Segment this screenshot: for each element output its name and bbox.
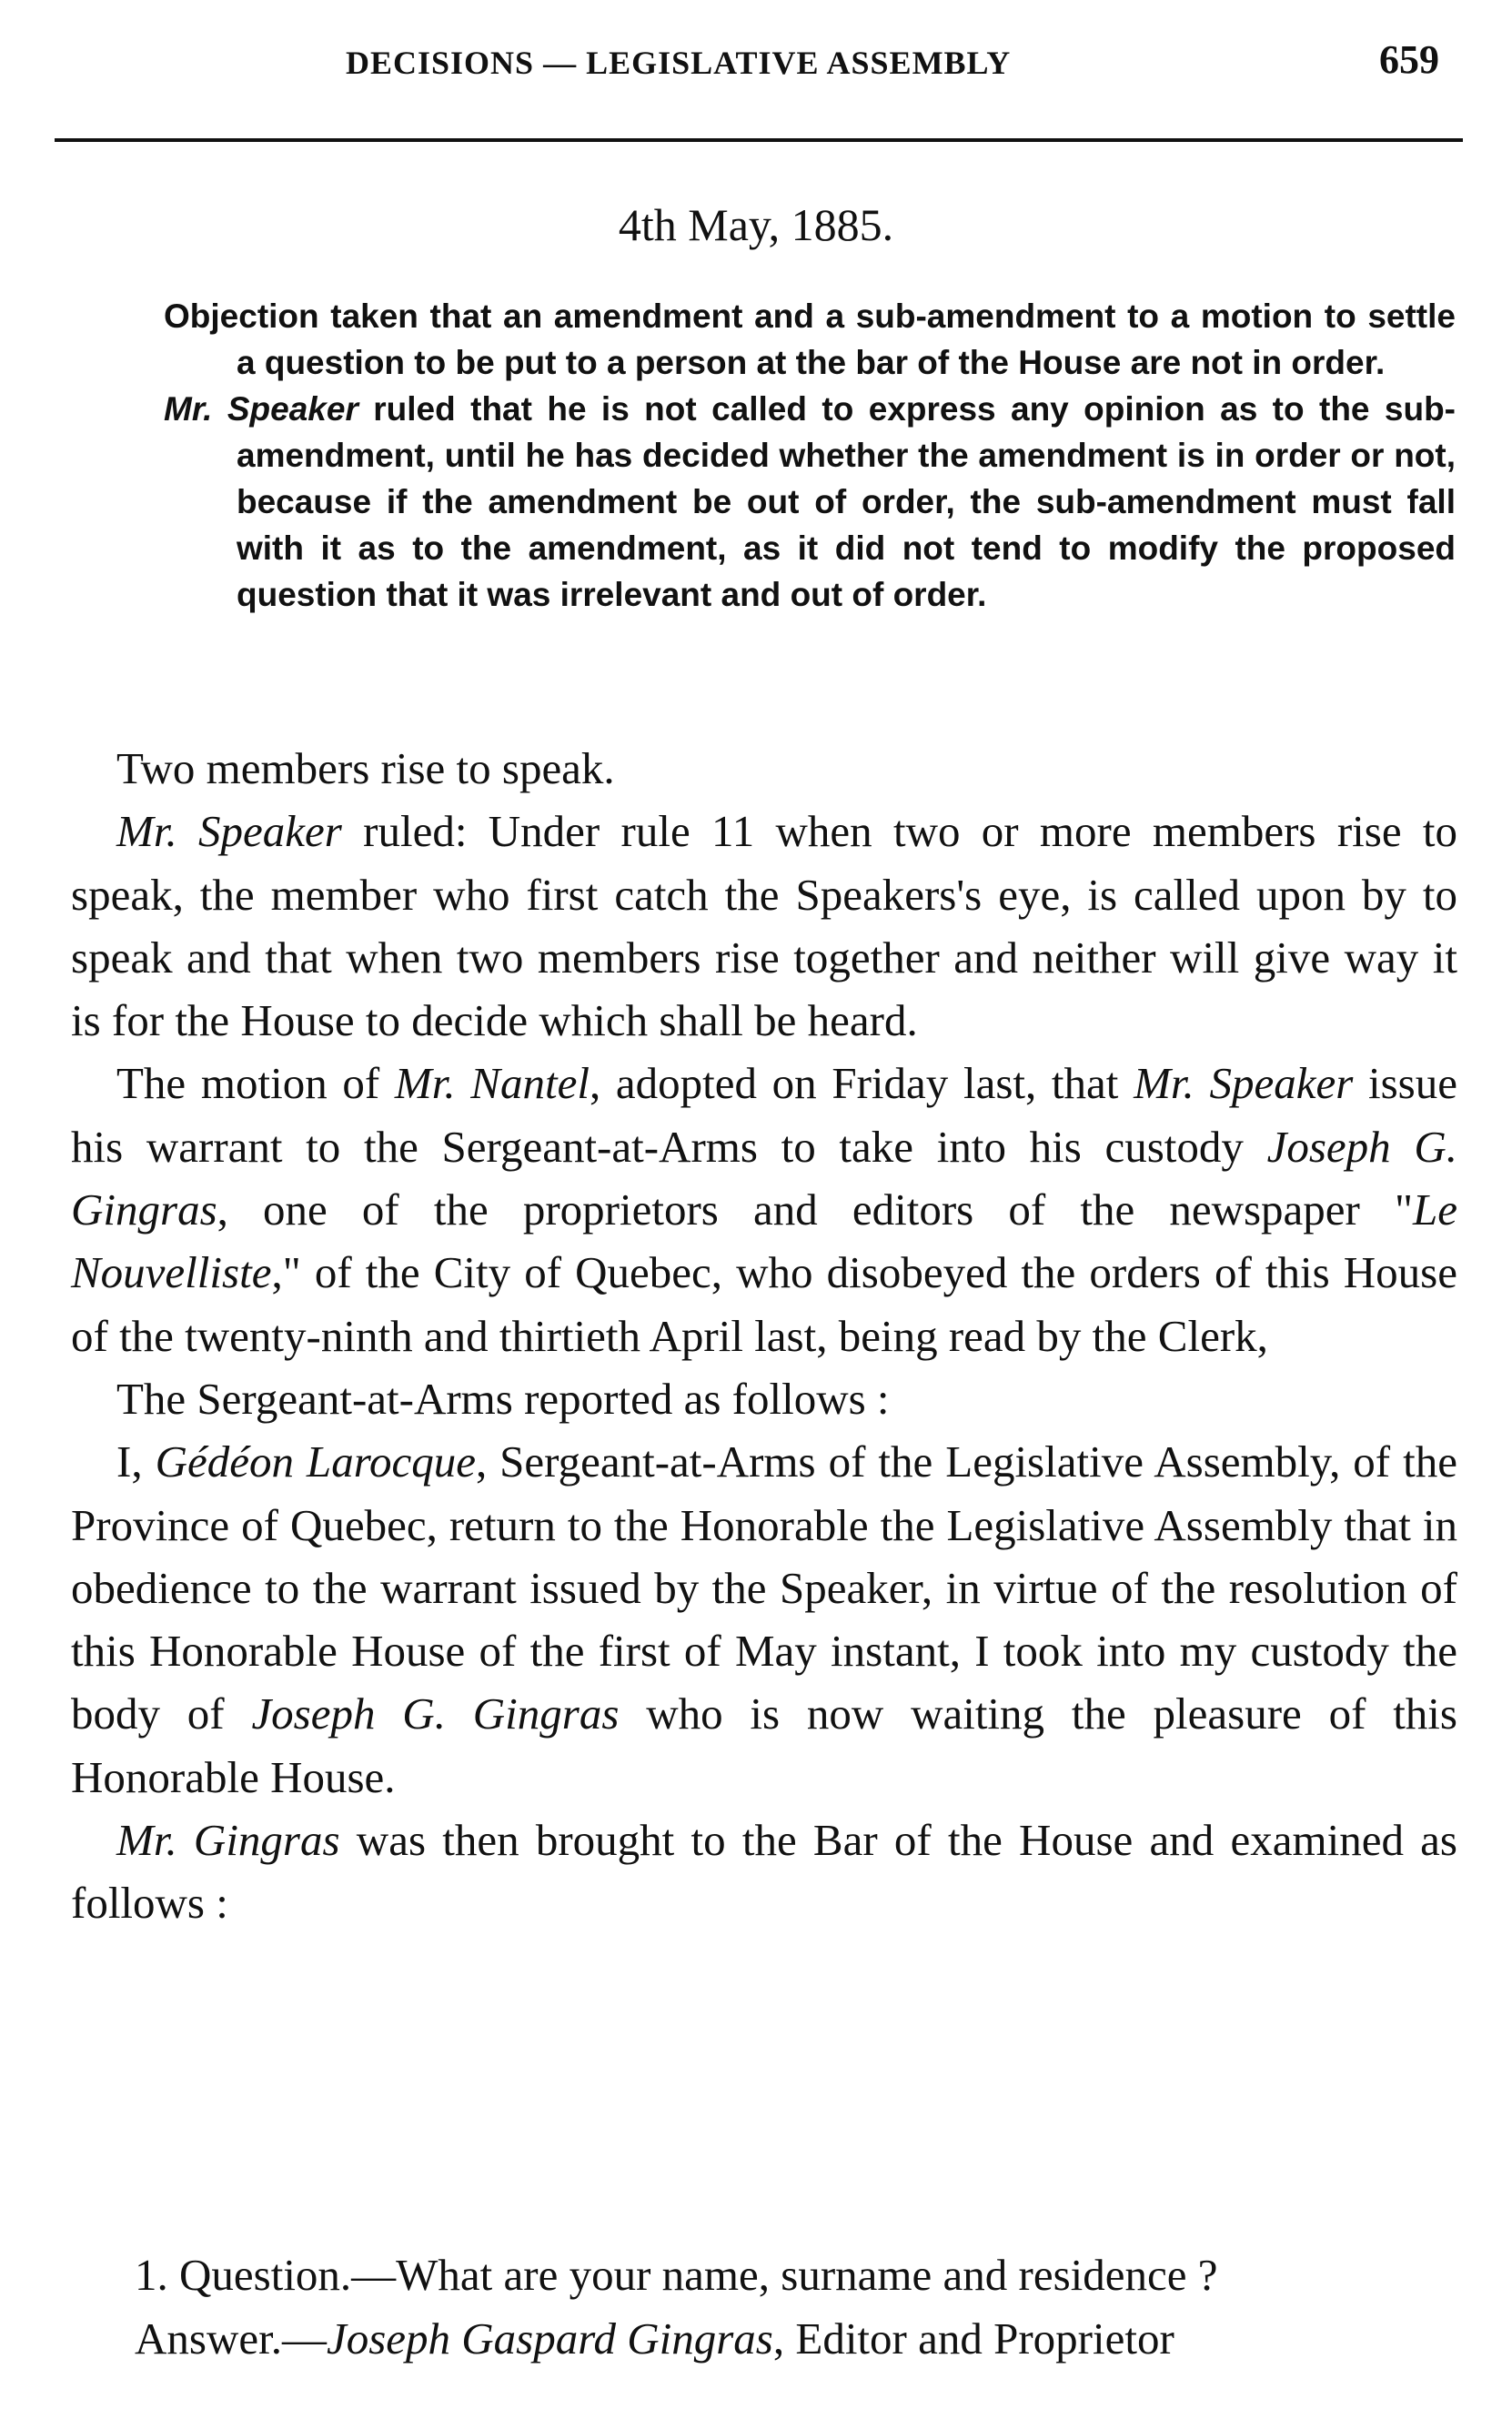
page-number: 659 [1379,37,1439,82]
paragraph-speaker-ruled [71,800,1457,1052]
text-run: ," of the City of Quebec, who disobeyed the orders of this House of the twenty-ninth and thirtieth April last, being read by the Clerk, [71,1247,1457,1361]
text-run: , Sergeant-at-Arms of the Legislative Assembly, of the Province of Quebec, return to the Honorable the Legislative Assembly that in obedience to the warrant issued by the Speaker, in virtue of the resolution of this Honorable House of the first of May instant, I took into my custody the body of [71,1436,1457,1739]
paragraph-sergeant-reported: The Sergeant-at-Arms reported as follows : [116,1373,890,1424]
person-name: Mr. Gingras [116,1815,340,1866]
paragraph-examined [71,1809,1457,1935]
newspaper-name: Le Nouvelliste [71,1184,1457,1298]
person-name: Mr. Nantel [394,1058,590,1109]
person-name: Joseph Gaspard Gingras [326,2313,773,2364]
answer-1 [71,2307,1457,2371]
person-name: Joseph G. Gingras [71,1121,1457,1235]
body-text [71,737,1457,1935]
text-run: , adopted on Friday last, that [589,1058,1134,1109]
person-name: Gédéon Larocque [155,1436,476,1487]
paragraph-report [71,1430,1457,1809]
speaker-name: Mr. Speaker [1134,1058,1354,1109]
paragraph-motion [71,1052,1457,1366]
answer-label: Answer.— [135,2313,327,2364]
text-run: issue his warrant to the Sergeant-at-Arms to take into his custody [71,1058,1457,1172]
person-name: Joseph G. Gingras [251,1688,620,1739]
answer-text: , Editor and Proprietor [772,2313,1174,2364]
question-1: 1. Question.—What are your name, surname and residence ? [135,2250,1218,2300]
paragraph-two-members: Two members rise to speak. [116,743,615,793]
ruling-text: ruled: Under rule 11 when two or more members rise to speak, the member who first catch the Speakers's eye, is called upon by to speak and that when two members rise together and neither will give way it is for the House to decide which shall be heard. [71,806,1457,1046]
text-run: The motion of [116,1058,395,1109]
ruling-summary [164,293,1456,618]
ruling-paragraph [164,386,1456,618]
examination-qa [71,2243,1457,2371]
date-heading: 4th May, 1885. [618,199,894,250]
running-head: DECISIONS — LEGISLATIVE ASSEMBLY [346,45,1012,81]
objection-paragraph: Objection taken that an amendment and a sub-amendment to a motion to settle a question to be put to a person at the bar of the House are not in order. [164,297,1456,381]
header-rule [55,138,1463,142]
ruling-text: ruled that he is not called to express any opinion as to the sub-amendment, until he has decided whether the amendment is in order or not, because if the amendment be out of order, the sub-amendment must fall with it as to the amendment, as it did not tend to modify the proposed question that it was irrelevant and out of order. [237,390,1456,613]
speaker-name: Mr. Speaker [116,806,342,857]
speaker-name: Mr. Speaker [164,390,358,428]
text-run: was then brought to the Bar of the House and examined as follows : [71,1815,1457,1929]
text-run: , one of the proprietors and editors of the newspaper " [217,1184,1413,1235]
text-run: I, [116,1436,156,1487]
page-header [300,36,1457,91]
text-run: who is now waiting the pleasure of this Honorable House. [71,1688,1457,1802]
